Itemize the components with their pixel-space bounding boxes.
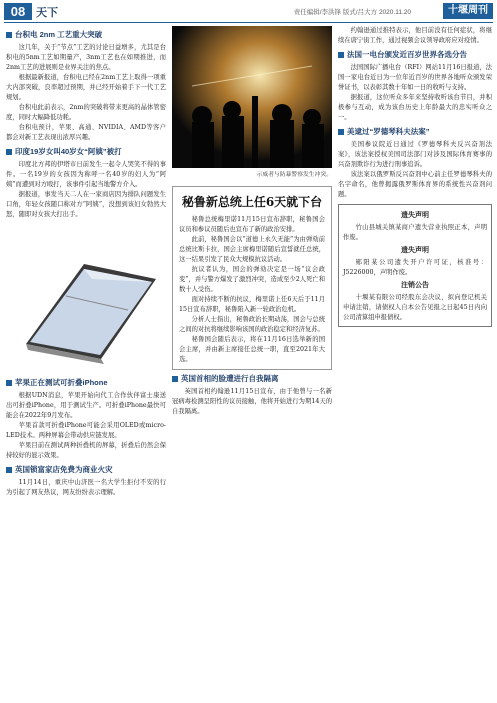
bullet-icon: [172, 376, 178, 382]
notice-title: 遗失声明: [401, 212, 429, 219]
paragraph: 秘鲁总统梅里诺11月15日宣布辞职，秘鲁国会议员和参议员随后也宣布了新的政治安排。: [179, 216, 325, 233]
paragraph: 台积电此前表示，2nm的突破将带来更高的晶体管密度，同时大幅降低功耗。: [6, 104, 166, 121]
headline: 英国锁富家店免费为商业火灾: [6, 465, 166, 475]
headline: 台积电 2nm 工艺重大突破: [6, 30, 166, 40]
notice-title: 遗失声明: [401, 247, 429, 254]
paragraph: 约翰逊通过推特表示，他目前没有任何症状，将继续在唐宁街工作，通过视频会议领导政府应对疫情。: [338, 27, 492, 44]
bullet-icon: [6, 380, 12, 386]
paragraph: 分析人士指出，秘鲁政治长期动荡，国会与总统之间的对抗将继续影响该国的政治稳定和经济复苏。: [179, 316, 325, 333]
bullet-icon: [338, 129, 344, 135]
column-right: [338, 26, 492, 698]
notice-body: 竹山县城关镇某商户遗失营业执照正本，声明作废。: [343, 224, 487, 241]
photo-caption: 示威者与防暴警察发生冲突。: [256, 172, 332, 178]
paragraph: 这几年，关于“节点”工艺的讨论日益增多，尤其是台积电的5nm工艺如期量产，3nm工艺也在如期推进，而2nm工艺的进展则是业界关注的焦点。: [6, 44, 166, 71]
headline: 法国一电台颁发近百岁世界各选分告: [338, 50, 492, 60]
column-middle: [172, 26, 332, 698]
paragraph: 秘鲁国会随后表示，将在11月16日选举新的国会主席，并由新主席接任总统一职，直至2021年大选。: [179, 336, 325, 363]
paragraph: 美国参议院近日通过《罗德琴科夫反兴奋剂法案》，该法案授权美国司法部门对涉及国际体育赛事的兴奋剂欺诈行为进行刑事追诉。: [338, 141, 492, 168]
feature-article: [172, 186, 332, 370]
headline: 美逮过“罗德琴科夫法案”: [338, 127, 492, 137]
editor-meta: 责任编辑/李洪锋 版式/吕大方 2020.11.20: [293, 9, 411, 16]
bullet-icon: [338, 52, 344, 58]
paragraph: 该法案以俄罗斯反兴奋剂中心前主任罗德琴科夫的名字命名，他曾揭露俄罗斯体育界的系统性兴奋剂问题。: [338, 171, 492, 198]
paragraph: 根据最新报道，台积电已经在2nm工艺上取得一项重大内部突破，良率超过预期，并已经开始着手下一代工艺规划。: [6, 74, 166, 101]
paragraph: 法国国际广播电台（RFI）网站11月16日报道，法国一家电台近日为一位年近百岁的世界各地听众颁发荣誉证书，以表彰其数十年如一日的收听与支持。: [338, 64, 492, 91]
notice-body: 郧阳某公司遗失开户许可证，核准号：J5226000，声明作废。: [343, 259, 487, 276]
header-rule: [4, 22, 493, 23]
foldable-phone-photo: [6, 224, 166, 374]
headline: 英国首相的脸遭进行自我隔离: [172, 374, 332, 384]
notice-body: 十堰某有限公司经股东会决议，拟向登记机关申请注销，请债权人自本公告见报之日起45日内向公司清算组申报债权。: [343, 294, 487, 321]
paragraph: 面对持续不断的抗议，梅里诺上任6天后于11月15日宣布辞职，秘鲁陷入新一轮政治危机。: [179, 296, 325, 313]
paragraph: 抗议者认为，国会的弹劾决定是一场“议会政变”，并与警方爆发了激烈冲突，造成至少2人死亡和数十人受伤。: [179, 266, 325, 293]
protest-photo: [172, 26, 332, 168]
section-title: 天下: [36, 7, 58, 19]
paragraph: 印度北方邦的伊塔市日前发生一起令人哭笑不得的事件。一名19岁的女孩因为称呼一名40岁的妇人为“阿姨”而遭到对方殴打，该事件引起当地警方介入。: [6, 161, 166, 188]
paragraph: 根据UDN消息，苹果开始向代工合作伙伴富士康送出可折叠iPhone，用于测试生产。可折叠iPhone最快可能会在2022年9月发布。: [6, 392, 166, 419]
paragraph: 11月14日，重庆中山济医一名大学生拒付不安的行为引起了网友热议，网友纷纷表示理解。: [6, 479, 166, 496]
headline: 印度19岁女叫40岁女“阿姨”被打: [6, 147, 166, 157]
bullet-icon: [6, 32, 12, 38]
paragraph: 苹果目前在测试两种折叠机的屏幕，折叠后仍然会保持较好的显示效果。: [6, 442, 166, 459]
headline: 苹果正在测试可折叠iPhone: [6, 378, 166, 388]
bullet-icon: [6, 467, 12, 473]
column-left: [6, 26, 166, 698]
feature-title: 秘鲁新总统上任6天就下台: [181, 195, 323, 209]
paragraph: 台积电预计，苹果、高通、NVIDIA、AMD等客户都会对新工艺表现出浓厚兴趣。: [6, 124, 166, 141]
newspaper-brand: 十堰周刊: [443, 3, 493, 19]
page-header: [0, 0, 497, 22]
notices-box: [338, 204, 492, 327]
paragraph: 此前，秘鲁国会以“道德上永久无能”为由弹劾前总统比斯卡拉，国会主席梅里诺随后宣誓就任总统，这一结果引发了民众大规模抗议活动。: [179, 236, 325, 263]
paragraph: 苹果首款可折叠iPhone可能会采用OLED或micro-LED技术。两种屏幕会带动供应链发展。: [6, 422, 166, 439]
paragraph: 据报道，事发当天二人在一家商店因为排队问题发生口角，年轻女孩随口称对方“阿姨”，没想到该妇女勃然大怒，随即对女孩大打出手。: [6, 191, 166, 218]
paragraph: 据报道，这位听众多年来坚持收听该台节目，并积极参与互动，成为该台历史上年龄最大的忠实听众之一。: [338, 94, 492, 121]
bullet-icon: [6, 149, 12, 155]
page-number: 08: [4, 3, 32, 20]
paragraph: 英国首相约翰逊11月15日宣布，由于他曾与一名新冠病毒检测呈阳性的议员接触，他将开始进行为期14天的自我隔离。: [172, 388, 332, 415]
notice-title: 注销公告: [401, 282, 429, 289]
